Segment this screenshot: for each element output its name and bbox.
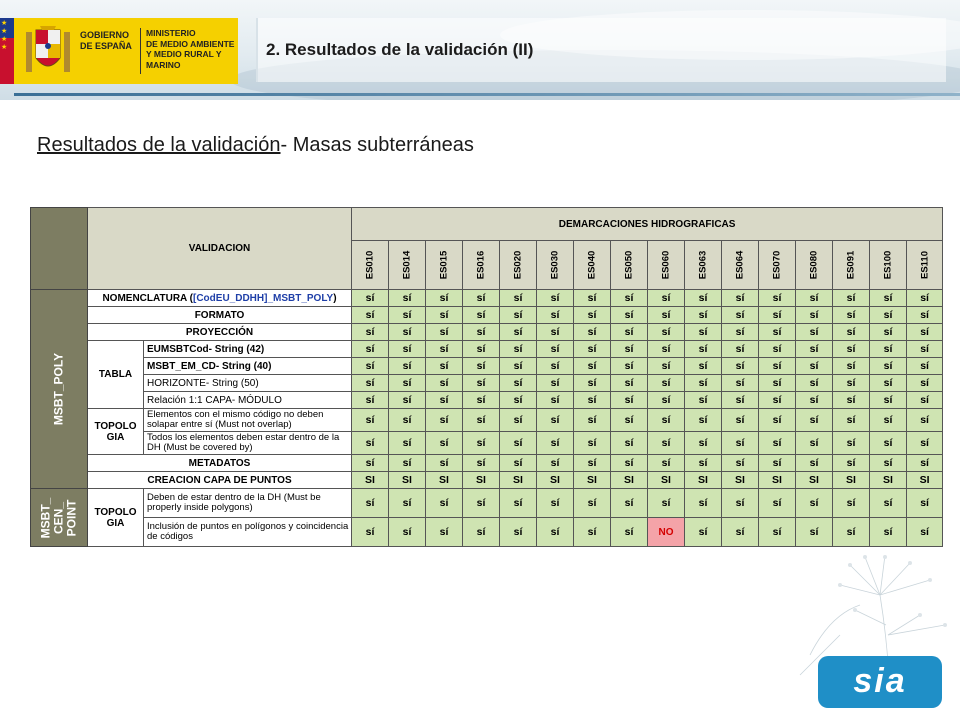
status-cell: sí <box>574 358 611 375</box>
code-header-es063: ES063 <box>685 241 722 290</box>
code-header-es070: ES070 <box>759 241 796 290</box>
status-cell: sí <box>870 409 907 432</box>
status-cell: sí <box>352 489 389 518</box>
code-header-es010: ES010 <box>352 241 389 290</box>
status-cell: sí <box>352 455 389 472</box>
code-header-es064: ES064 <box>722 241 759 290</box>
government-label: GOBIERNO DE ESPAÑA <box>80 30 132 51</box>
status-cell: SI <box>796 472 833 489</box>
status-cell: sí <box>648 409 685 432</box>
status-cell: sí <box>685 324 722 341</box>
status-cell: sí <box>389 307 426 324</box>
status-cell: sí <box>426 409 463 432</box>
group-msbt-cen-point: MSBT_ CEN_ POINT <box>31 489 88 547</box>
status-cell: sí <box>833 489 870 518</box>
status-cell: sí <box>759 341 796 358</box>
status-cell: sí <box>722 341 759 358</box>
status-cell: sí <box>648 307 685 324</box>
row-label-tabla-1: EUMSBTCod- String (42) <box>144 341 352 358</box>
status-cell: sí <box>537 455 574 472</box>
status-cell: sí <box>870 432 907 455</box>
status-cell: sí <box>685 307 722 324</box>
status-cell: sí <box>537 432 574 455</box>
status-cell: sí <box>870 290 907 307</box>
demarcaciones-header: DEMARCACIONES HIDROGRAFICAS <box>352 208 943 241</box>
status-cell: sí <box>463 432 500 455</box>
status-cell: sí <box>389 324 426 341</box>
status-cell: sí <box>574 290 611 307</box>
status-cell: sí <box>574 518 611 547</box>
code-header-es020: ES020 <box>500 241 537 290</box>
status-cell: sí <box>796 307 833 324</box>
status-cell: sí <box>463 290 500 307</box>
status-cell: sí <box>907 392 943 409</box>
status-cell: sí <box>648 375 685 392</box>
status-cell: sí <box>648 392 685 409</box>
status-cell: sí <box>463 409 500 432</box>
status-cell: sí <box>759 392 796 409</box>
status-cell: sí <box>463 455 500 472</box>
status-cell: sí <box>537 341 574 358</box>
status-cell: sí <box>685 455 722 472</box>
code-header-es040: ES040 <box>574 241 611 290</box>
status-cell: sí <box>870 341 907 358</box>
category-topologia-2: TOPOLO GIA <box>88 489 144 547</box>
status-cell: sí <box>500 432 537 455</box>
status-cell: sí <box>574 489 611 518</box>
status-cell: sí <box>352 409 389 432</box>
status-cell: sí <box>389 392 426 409</box>
coat-of-arms-icon <box>22 24 74 80</box>
status-cell: SI <box>352 472 389 489</box>
status-cell: sí <box>500 358 537 375</box>
status-cell: sí <box>426 392 463 409</box>
sia-logo: sia <box>818 656 942 708</box>
status-cell: sí <box>426 489 463 518</box>
status-cell: sí <box>796 375 833 392</box>
status-cell: sí <box>722 358 759 375</box>
status-cell: sí <box>500 489 537 518</box>
status-cell: sí <box>796 392 833 409</box>
code-header-es080: ES080 <box>796 241 833 290</box>
status-cell: sí <box>907 409 943 432</box>
status-cell: sí <box>833 455 870 472</box>
status-cell: sí <box>611 409 648 432</box>
status-cell: sí <box>796 455 833 472</box>
status-cell: sí <box>907 432 943 455</box>
status-cell: SI <box>537 472 574 489</box>
status-cell: sí <box>426 375 463 392</box>
status-cell: sí <box>722 432 759 455</box>
status-cell: sí <box>537 307 574 324</box>
status-cell: sí <box>833 432 870 455</box>
status-cell: sí <box>870 358 907 375</box>
status-cell: sí <box>796 290 833 307</box>
status-cell: sí <box>463 375 500 392</box>
status-cell: sí <box>352 307 389 324</box>
code-header-es015: ES015 <box>426 241 463 290</box>
status-cell: sí <box>463 489 500 518</box>
validacion-header: VALIDACION <box>88 208 352 290</box>
status-cell: sí <box>463 358 500 375</box>
row-label-topo1-a: Elementos con el mismo código no deben solapar entre sí (Must not overlap) <box>144 409 352 432</box>
status-cell: sí <box>389 341 426 358</box>
status-cell: sí <box>352 432 389 455</box>
status-cell: sí <box>500 392 537 409</box>
status-cell: sí <box>907 489 943 518</box>
status-cell: sí <box>870 307 907 324</box>
status-cell: sí <box>537 375 574 392</box>
status-cell: sí <box>870 392 907 409</box>
status-cell: SI <box>463 472 500 489</box>
status-cell: sí <box>648 432 685 455</box>
status-cell: sí <box>685 489 722 518</box>
status-cell: sí <box>574 307 611 324</box>
status-cell: sí <box>574 392 611 409</box>
status-cell: sí <box>500 375 537 392</box>
status-cell: sí <box>759 432 796 455</box>
status-cell: sí <box>426 324 463 341</box>
status-cell: sí <box>500 455 537 472</box>
category-topologia: TOPOLO GIA <box>88 409 144 455</box>
status-cell: sí <box>685 432 722 455</box>
status-cell: sí <box>796 358 833 375</box>
status-cell: sí <box>537 392 574 409</box>
status-cell: sí <box>796 432 833 455</box>
status-cell: sí <box>870 489 907 518</box>
status-cell: sí <box>685 518 722 547</box>
status-cell: sí <box>907 375 943 392</box>
code-header-es060: ES060 <box>648 241 685 290</box>
row-label-topo2-b: Inclusión de puntos en polígonos y coincidencia de códigos <box>144 518 352 547</box>
status-cell: sí <box>833 341 870 358</box>
status-cell: sí <box>352 375 389 392</box>
status-cell: sí <box>611 290 648 307</box>
status-cell: sí <box>574 375 611 392</box>
status-cell: sí <box>833 409 870 432</box>
status-cell: SI <box>574 472 611 489</box>
status-cell: sí <box>389 358 426 375</box>
row-label-formato: FORMATO <box>88 307 352 324</box>
status-cell: sí <box>389 290 426 307</box>
status-cell: sí <box>907 358 943 375</box>
row-label-metadatos: METADATOS <box>88 455 352 472</box>
status-cell: sí <box>870 324 907 341</box>
status-cell: SI <box>685 472 722 489</box>
subtitle-rest: - Masas subterráneas <box>280 134 474 156</box>
status-cell: sí <box>722 409 759 432</box>
status-cell: sí <box>352 324 389 341</box>
status-cell: sí <box>722 324 759 341</box>
status-cell: SI <box>833 472 870 489</box>
status-cell: sí <box>759 518 796 547</box>
status-cell: sí <box>833 358 870 375</box>
status-cell: sí <box>426 518 463 547</box>
validation-table <box>30 207 943 547</box>
status-cell: sí <box>463 341 500 358</box>
status-cell: sí <box>500 290 537 307</box>
status-cell: sí <box>426 358 463 375</box>
header-banner <box>0 0 960 100</box>
logo-divider <box>140 28 141 74</box>
status-cell: sí <box>611 341 648 358</box>
row-label-creacion: CREACION CAPA DE PUNTOS <box>88 472 352 489</box>
status-cell: sí <box>611 324 648 341</box>
status-cell: sí <box>759 324 796 341</box>
title-box <box>256 18 946 82</box>
status-cell: sí <box>537 489 574 518</box>
status-cell: sí <box>870 455 907 472</box>
subtitle-underlined: Resultados de la validación <box>37 134 281 156</box>
status-cell: sí <box>796 324 833 341</box>
row-label-nomenclatura: NOMENCLATURA ([CodEU_DDHH]_MSBT_POLY) <box>88 290 352 307</box>
status-cell: sí <box>611 489 648 518</box>
status-cell: sí <box>352 290 389 307</box>
category-tabla: TABLA <box>88 341 144 409</box>
status-cell: sí <box>426 432 463 455</box>
status-cell: sí <box>463 518 500 547</box>
status-cell: sí <box>611 307 648 324</box>
status-cell: sí <box>500 518 537 547</box>
status-cell: sí <box>611 392 648 409</box>
status-cell: sí <box>648 455 685 472</box>
status-cell: sí <box>796 518 833 547</box>
status-cell: SI <box>426 472 463 489</box>
row-label-proyeccion: PROYECCIÓN <box>88 324 352 341</box>
code-header-es014: ES014 <box>389 241 426 290</box>
status-cell: sí <box>463 392 500 409</box>
status-cell: sí <box>907 324 943 341</box>
status-cell: sí <box>389 455 426 472</box>
status-cell: sí <box>907 307 943 324</box>
status-cell: sí <box>685 375 722 392</box>
status-cell: sí <box>870 518 907 547</box>
status-cell: sí <box>574 324 611 341</box>
status-cell: sí <box>611 358 648 375</box>
status-cell: SI <box>907 472 943 489</box>
code-header-es030: ES030 <box>537 241 574 290</box>
ministry-logo <box>14 18 238 84</box>
status-cell: sí <box>833 518 870 547</box>
status-cell: sí <box>389 489 426 518</box>
group-msbt-poly: MSBT_POLY <box>31 290 88 489</box>
row-label-tabla-3: HORIZONTE- String (50) <box>144 375 352 392</box>
status-cell: sí <box>759 409 796 432</box>
status-cell: sí <box>426 307 463 324</box>
code-header-es100: ES100 <box>870 241 907 290</box>
code-header-es091: ES091 <box>833 241 870 290</box>
status-cell: sí <box>796 409 833 432</box>
status-cell: sí <box>685 409 722 432</box>
code-header-es110: ES110 <box>907 241 943 290</box>
status-cell: sí <box>759 307 796 324</box>
status-cell: sí <box>796 489 833 518</box>
status-cell-no: NO <box>648 518 685 547</box>
status-cell: sí <box>648 358 685 375</box>
section-subtitle <box>37 134 474 157</box>
status-cell: SI <box>722 472 759 489</box>
status-cell: SI <box>500 472 537 489</box>
status-cell: sí <box>870 375 907 392</box>
status-cell: sí <box>648 489 685 518</box>
status-cell: sí <box>611 518 648 547</box>
status-cell: sí <box>500 324 537 341</box>
status-cell: sí <box>500 341 537 358</box>
status-cell: sí <box>833 324 870 341</box>
status-cell: sí <box>537 324 574 341</box>
status-cell: sí <box>537 409 574 432</box>
row-label-topo2-a: Deben de estar dentro de la DH (Must be properly inside polygons) <box>144 489 352 518</box>
row-label-tabla-4: Relación 1:1 CAPA- MÓDULO <box>144 392 352 409</box>
status-cell: sí <box>500 307 537 324</box>
status-cell: sí <box>426 341 463 358</box>
status-cell: sí <box>352 358 389 375</box>
status-cell: sí <box>389 432 426 455</box>
status-cell: sí <box>759 375 796 392</box>
status-cell: sí <box>426 455 463 472</box>
status-cell: sí <box>722 375 759 392</box>
status-cell: sí <box>648 290 685 307</box>
status-cell: sí <box>574 409 611 432</box>
status-cell: sí <box>648 324 685 341</box>
row-label-topo1-b: Todos los elementos deben estar dentro de la DH (Must be covered by) <box>144 432 352 455</box>
status-cell: sí <box>352 392 389 409</box>
status-cell: sí <box>537 518 574 547</box>
status-cell: sí <box>759 358 796 375</box>
status-cell: sí <box>574 341 611 358</box>
status-cell: sí <box>537 358 574 375</box>
status-cell: sí <box>722 518 759 547</box>
status-cell: sí <box>722 392 759 409</box>
status-cell: sí <box>611 455 648 472</box>
status-cell: sí <box>722 307 759 324</box>
status-cell: sí <box>685 341 722 358</box>
status-cell: sí <box>352 341 389 358</box>
status-cell: sí <box>759 489 796 518</box>
status-cell: sí <box>500 409 537 432</box>
status-cell: SI <box>870 472 907 489</box>
status-cell: sí <box>796 341 833 358</box>
code-header-es016: ES016 <box>463 241 500 290</box>
status-cell: SI <box>389 472 426 489</box>
status-cell: sí <box>907 518 943 547</box>
status-cell: sí <box>722 455 759 472</box>
status-cell: sí <box>611 432 648 455</box>
status-cell: sí <box>574 455 611 472</box>
status-cell: sí <box>833 375 870 392</box>
status-cell: sí <box>722 489 759 518</box>
status-cell: sí <box>759 290 796 307</box>
status-cell: sí <box>463 307 500 324</box>
status-cell: sí <box>907 290 943 307</box>
status-cell: sí <box>426 290 463 307</box>
row-label-tabla-2: MSBT_EM_CD- String (40) <box>144 358 352 375</box>
status-cell: sí <box>759 455 796 472</box>
status-cell: sí <box>907 341 943 358</box>
status-cell: sí <box>463 324 500 341</box>
status-cell: SI <box>759 472 796 489</box>
status-cell: sí <box>685 358 722 375</box>
ministry-label: MINISTERIO DE MEDIO AMBIENTE Y MEDIO RURAL Y MARINO <box>146 28 235 70</box>
status-cell: sí <box>352 518 389 547</box>
status-cell: sí <box>648 341 685 358</box>
status-cell: sí <box>389 518 426 547</box>
status-cell: sí <box>685 392 722 409</box>
status-cell: sí <box>833 290 870 307</box>
banner-divider <box>14 93 960 96</box>
status-cell: sí <box>537 290 574 307</box>
status-cell: sí <box>574 432 611 455</box>
status-cell: SI <box>648 472 685 489</box>
status-cell: SI <box>611 472 648 489</box>
status-cell: sí <box>833 392 870 409</box>
status-cell: sí <box>611 375 648 392</box>
page-title: 2. Resultados de la validación (II) <box>266 40 534 59</box>
status-cell: sí <box>833 307 870 324</box>
status-cell: sí <box>389 409 426 432</box>
code-header-es050: ES050 <box>611 241 648 290</box>
status-cell: sí <box>685 290 722 307</box>
status-cell: sí <box>389 375 426 392</box>
status-cell: sí <box>722 290 759 307</box>
eu-flag-strip: ★ ★ ★ ★ <box>0 18 14 84</box>
corner-cell <box>31 208 88 290</box>
status-cell: sí <box>907 455 943 472</box>
